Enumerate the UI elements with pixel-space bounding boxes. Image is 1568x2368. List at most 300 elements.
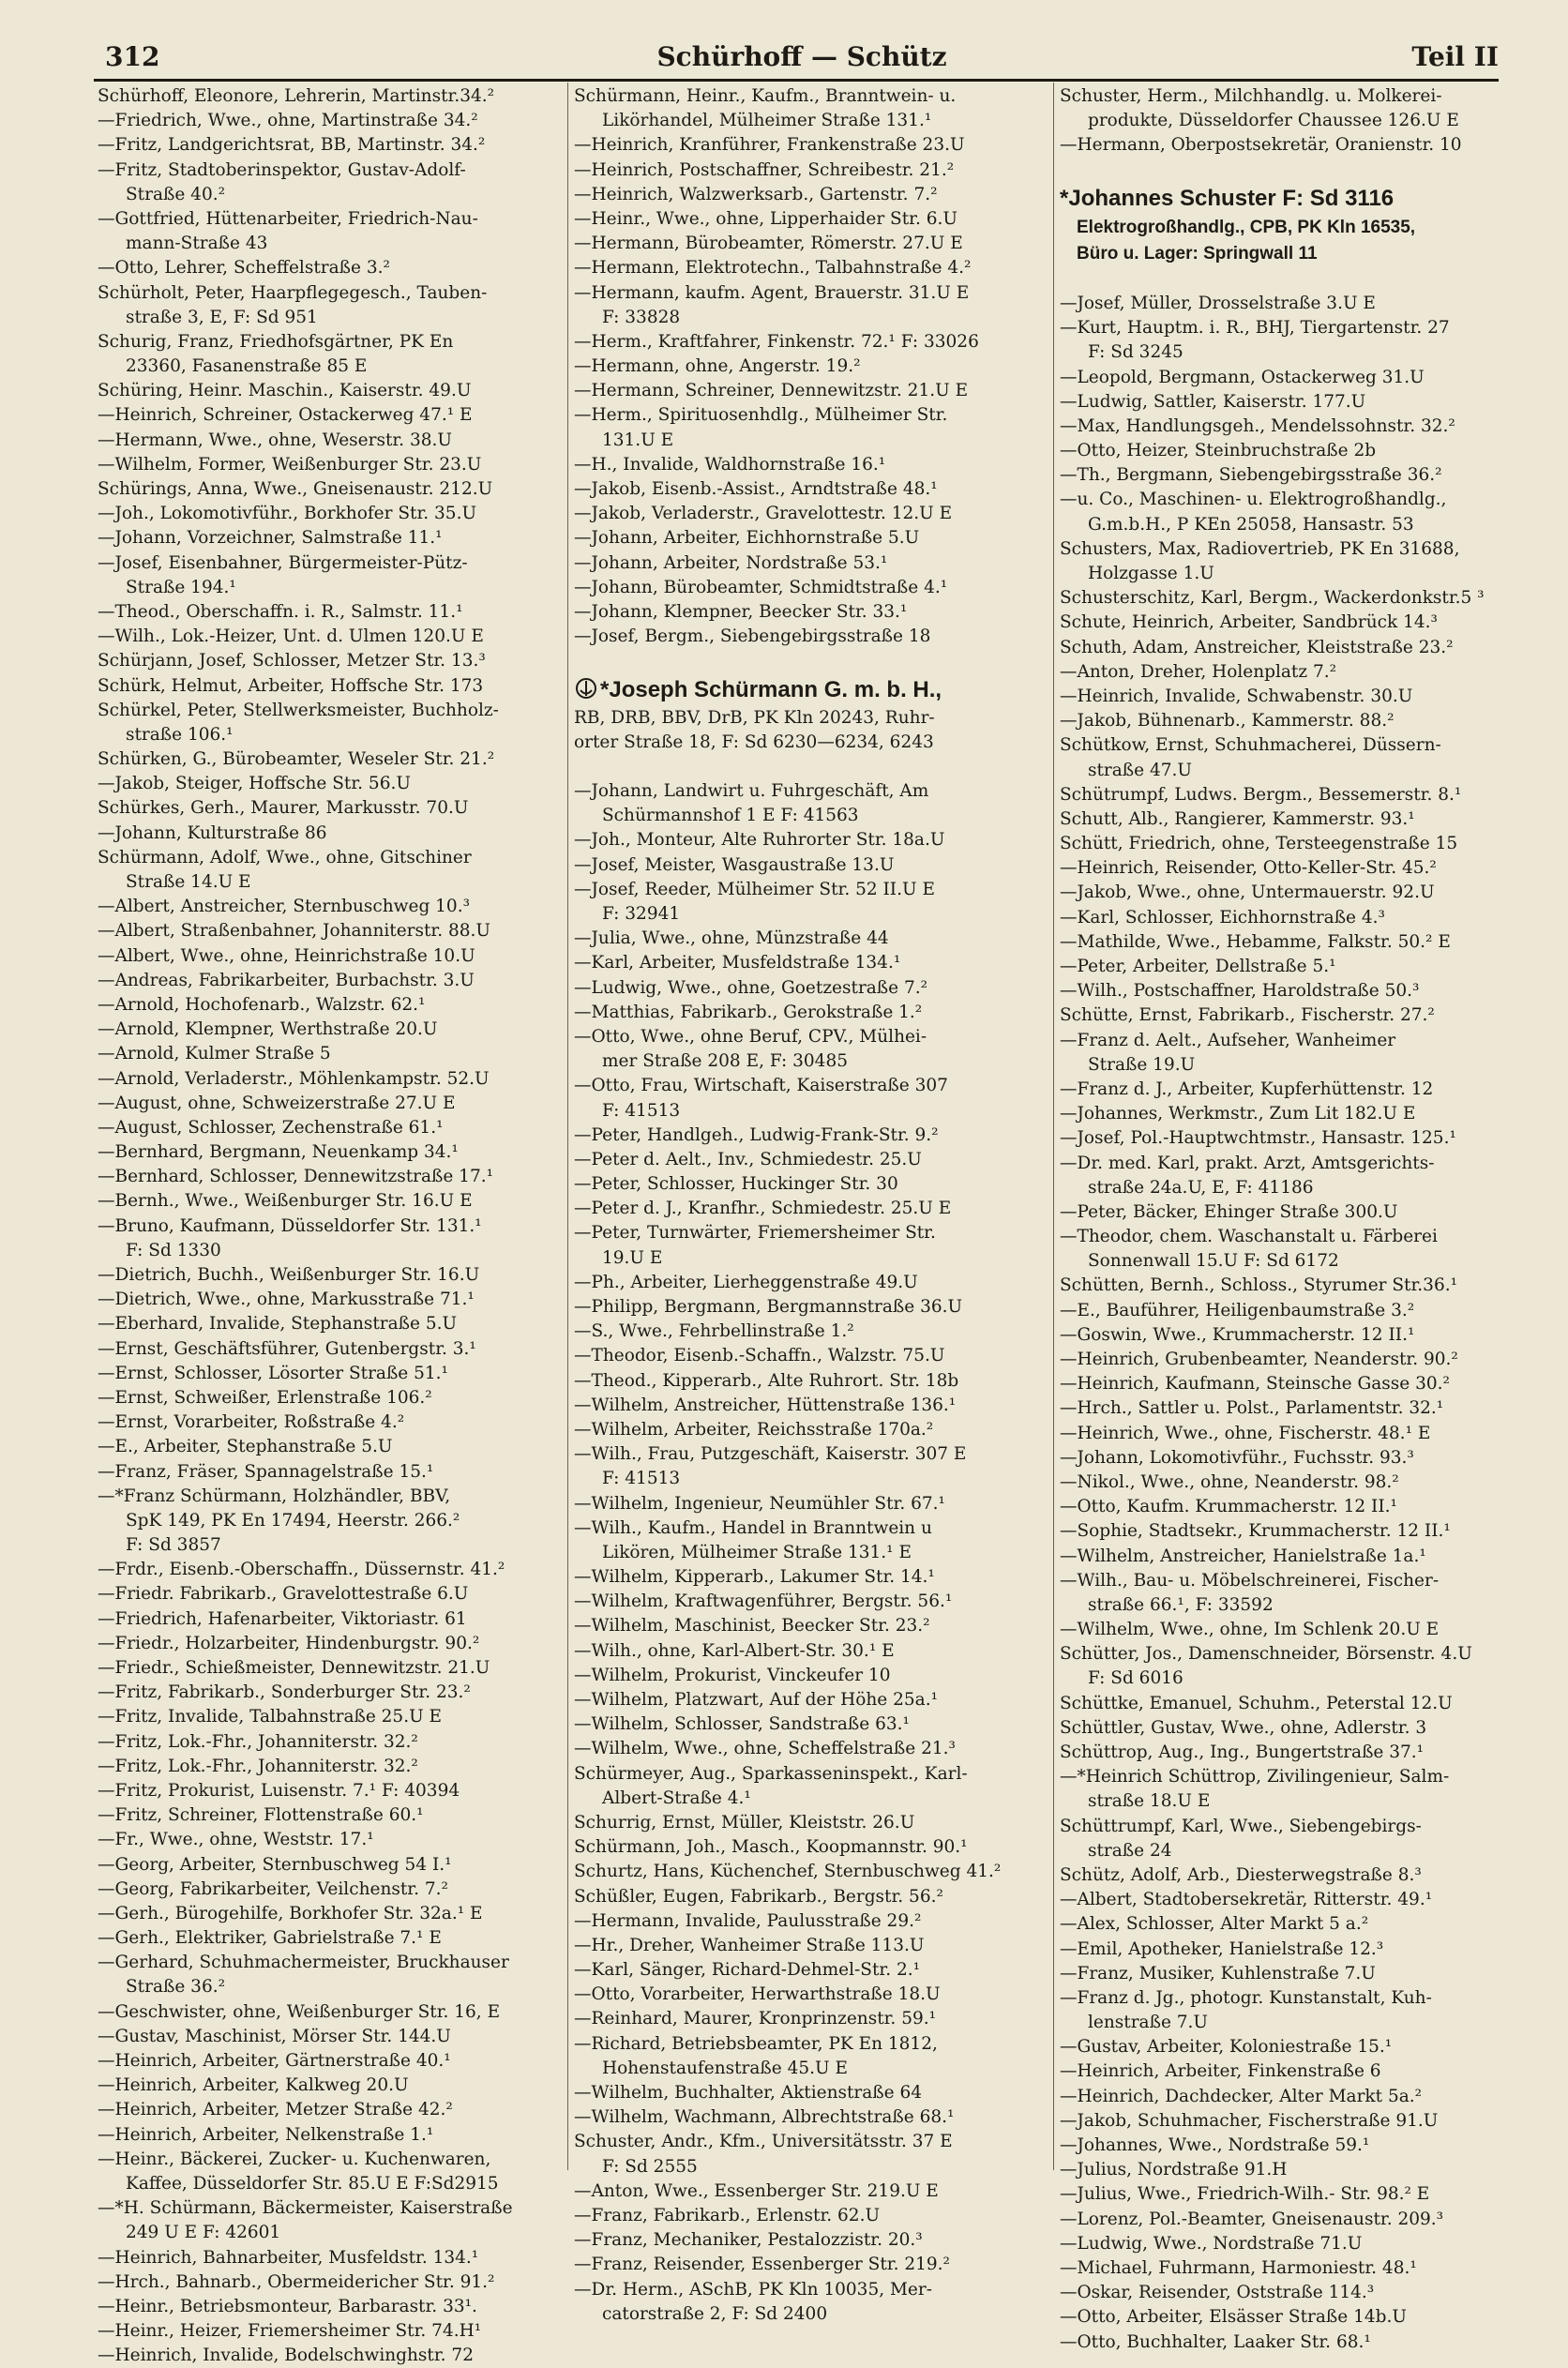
entry-text: —Heinrich, Arbeiter, Finkenstraße 6	[1060, 2061, 1381, 2082]
directory-entry	[1060, 439, 1529, 463]
directory-entry	[574, 1787, 1043, 1811]
entry-text: —Dietrich, Buchh., Weißenburger Str. 16.U	[98, 1265, 480, 1285]
entry-text: —Richard, Betriebsbeamter, PK En 1812,	[574, 2033, 938, 2054]
page-header	[105, 38, 1499, 79]
entry-text: Schürmann, Joh., Masch., Koopmannstr. 90.¹	[574, 1837, 968, 1858]
entry-text: —Wilhelm, Wwe., ohne, Im Schlenk 20.U E	[1060, 1620, 1440, 1640]
directory-entry	[1060, 906, 1529, 930]
entry-text: —Geschwister, ohne, Weißenburger Str. 16, E	[98, 2001, 501, 2022]
entry-text: Schürken, G., Bürobeamter, Weseler Str. 21.²	[98, 749, 495, 770]
directory-entry	[98, 1607, 566, 1632]
entry-text: Straße 194.¹	[126, 577, 236, 597]
directory-entry	[574, 477, 1043, 502]
directory-entry	[574, 1369, 1043, 1394]
entry-text: —Wilhelm, Anstreicher, Hüttenstraße 136.¹	[574, 1395, 957, 1415]
directory-entry	[574, 429, 1043, 453]
directory-entry	[98, 747, 566, 772]
entry-text: Elektrogroßhandlg., CPB, PK Kln 16535,	[1077, 217, 1416, 237]
directory-entry	[98, 1410, 566, 1435]
directory-entry	[1060, 1053, 1529, 1078]
column-divider	[567, 83, 568, 2170]
directory-entry	[98, 1705, 566, 1729]
directory-entry	[1060, 2232, 1529, 2256]
directory-entry	[574, 354, 1043, 379]
entry-text: —Gottfried, Hüttenarbeiter, Friedrich-Nau-	[98, 208, 478, 229]
directory-entry	[98, 919, 566, 943]
directory-entry	[574, 625, 1043, 649]
entry-text: —Wilhelm, Platzwart, Auf der Höhe 25a.¹	[574, 1690, 938, 1710]
directory-entry	[1060, 1593, 1529, 1618]
entry-text: —Fritz, Schreiner, Flottenstraße 60.¹	[98, 1805, 424, 1826]
entry-text: —Johann, Lokomotivführ., Fuchsstr. 93.³	[1060, 1447, 1414, 1468]
directory-entry	[574, 2179, 1043, 2204]
directory-entry	[98, 600, 566, 625]
directory-entry	[574, 1712, 1043, 1737]
entry-text: —Johannes, Werkmstr., Zum Lit 182.U E	[1060, 1104, 1416, 1124]
directory-entry	[1060, 2134, 1529, 2158]
entry-text: —H., Invalide, Waldhornstraße 16.¹	[574, 454, 886, 475]
directory-entry	[1060, 1274, 1529, 1298]
directory-entry	[574, 1172, 1043, 1197]
directory-entry	[574, 1124, 1043, 1148]
entry-text: Schüttrumpf, Karl, Wwe., Siebengebirgs-	[1060, 1816, 1422, 1836]
directory-entry	[574, 2155, 1043, 2179]
directory-entry	[98, 1803, 566, 1828]
entry-text: Schürings, Anna, Wwe., Gneisenaustr. 212.U	[98, 479, 493, 499]
entry-text: —Johann, Bürobeamter, Schmidtstraße 4.¹	[574, 577, 948, 597]
entry-text: orter Straße 18, F: Sd 6230—6234, 6243	[574, 732, 934, 752]
directory-entry	[574, 551, 1043, 576]
directory-entry	[1060, 463, 1529, 488]
entry-text: —Leopold, Bergmann, Ostackerweg 31.U	[1060, 367, 1425, 387]
directory-entry	[98, 551, 566, 576]
entry-text: Schuth, Adam, Anstreicher, Kleiststraße 23.²	[1060, 637, 1454, 657]
entry-text: Straße 19.U	[1088, 1054, 1196, 1075]
header-rule	[94, 79, 1499, 82]
directory-entry	[574, 1221, 1043, 1245]
directory-entry	[574, 706, 1043, 731]
directory-entry	[98, 2123, 566, 2148]
directory-entry	[1060, 930, 1529, 955]
entry-text: F: Sd 3857	[126, 1535, 221, 1556]
directory-entry	[574, 1885, 1043, 1909]
entry-text: Schürhoff, Eleonore, Lehrerin, Martinstr.34.²	[98, 86, 495, 106]
entry-text: —Hermann, Schreiner, Dennewitzstr. 21.U E	[574, 381, 969, 401]
directory-entry	[574, 976, 1043, 1001]
directory-entry	[98, 330, 566, 354]
directory-entry	[98, 944, 566, 969]
directory-entry	[574, 158, 1043, 183]
entry-text: —Heinrich, Dachdecker, Alter Markt 5a.²	[1060, 2086, 1423, 2106]
directory-entry	[98, 1485, 566, 1509]
entry-text: Kaffee, Düsseldorfer Str. 85.U E F:Sd2915	[126, 2173, 499, 2194]
entry-text: F: 32941	[602, 904, 681, 924]
directory-entry	[574, 1614, 1043, 1638]
directory-entry	[574, 1320, 1043, 1344]
directory-entry	[574, 2302, 1043, 2327]
directory-entry	[1060, 733, 1529, 758]
directory-entry	[98, 1878, 566, 1902]
directory-entry	[574, 1295, 1043, 1320]
entry-text: —Heinr., Betriebsmonteur, Barbarastr. 33¹.	[98, 2296, 477, 2316]
entry-text: —Heinrich, Invalide, Schwabenstr. 30.U	[1060, 686, 1413, 706]
directory-entry	[98, 1730, 566, 1755]
entry-text: —E., Arbeiter, Stephanstraße 5.U	[98, 1437, 393, 1457]
directory-entry	[574, 878, 1043, 902]
column-2	[574, 84, 1043, 2324]
directory-entry	[1060, 1249, 1529, 1274]
entry-text: —Otto, Wwe., ohne Beruf, CPV., Mülhei-	[574, 1026, 927, 1047]
entry-text: —E., Bauführer, Heiligenbaumstraße 3.²	[1060, 1300, 1415, 1320]
directory-entry	[574, 927, 1043, 951]
directory-entry	[98, 1632, 566, 1656]
entry-text: Schürmann, Heinr., Kaufm., Branntwein- u.	[574, 86, 957, 106]
entry-text: 249 U E F: 42601	[126, 2223, 281, 2243]
directory-entry	[1060, 1519, 1529, 1544]
entry-text: Schüttler, Gustav, Wwe., ohne, Adlerstr. 3	[1060, 1717, 1427, 1738]
entry-text: —Wilhelm, Kipperarb., Lakumer Str. 14.¹	[574, 1567, 935, 1588]
entry-text: —Heinrich, Arbeiter, Metzer Straße 42.²	[98, 2100, 453, 2120]
directory-entry	[1060, 1446, 1529, 1471]
directory-entry	[1060, 2059, 1529, 2084]
entry-text: —Herm., Kraftfahrer, Finkenstr. 72.¹ F: 33026	[574, 331, 979, 352]
entry-text: straße 18.U E	[1088, 1791, 1211, 1812]
entry-text: —Peter, Schlosser, Huckinger Str. 30	[574, 1174, 898, 1195]
directory-entry	[1060, 84, 1529, 109]
directory-entry	[574, 2105, 1043, 2130]
entry-text: —Jakob, Bühnenarb., Kammerstr. 88.²	[1060, 711, 1395, 732]
entry-text: —Julius, Wwe., Friedrich-Wilh.- Str. 98.² E	[1060, 2184, 1430, 2205]
entry-text: catorstraße 2, F: Sd 2400	[602, 2303, 828, 2324]
entry-text: —Dietrich, Wwe., ohne, Markusstraße 71.¹	[98, 1290, 475, 1310]
entry-text: —Ludwig, Wwe., ohne, Goetzestraße 7.²	[574, 977, 928, 998]
directory-entry	[1060, 2035, 1529, 2059]
entry-text: —Gustav, Arbeiter, Koloniestraße 15.¹	[1060, 2037, 1393, 2058]
entry-text: —Friedr. Fabrikarb., Gravelottestraße 6.U	[98, 1584, 469, 1605]
directory-entry	[98, 870, 566, 895]
entry-text: —Emil, Apotheker, Hanielstraße 12.³	[1060, 1938, 1384, 1959]
entry-text: —Otto, Heizer, Steinbruchstraße 2b	[1060, 441, 1377, 461]
entry-text: F: 41513	[602, 1469, 681, 1489]
entry-text: —Heinrich, Arbeiter, Nelkenstraße 1.¹	[98, 2124, 434, 2145]
directory-entry	[574, 526, 1043, 551]
entry-text: —Hermann, Invalide, Paulusstraße 29.²	[574, 1910, 922, 1931]
directory-entry	[1060, 1495, 1529, 1519]
entry-text: —Wilhelm, Ingenieur, Neumühler Str. 67.¹	[574, 1493, 945, 1514]
directory-entry	[1060, 1912, 1529, 1937]
directory-entry	[98, 1140, 566, 1165]
directory-entry	[574, 2057, 1043, 2081]
entry-text: —Matthias, Fabrikarb., Gerokstraße 1.²	[574, 1002, 923, 1022]
entry-text: —Dr. med. Karl, prakt. Arzt, Amtsgerichts-	[1060, 1153, 1435, 1173]
directory-entry	[98, 1288, 566, 1312]
entry-text: F: Sd 6016	[1088, 1668, 1184, 1689]
directory-entry	[98, 133, 566, 158]
entry-text: straße 47.U	[1088, 760, 1192, 780]
entry-text: —Karl, Sänger, Richard-Dehmel-Str. 2.¹	[574, 1960, 921, 1981]
directory-entry	[1060, 2305, 1529, 2330]
directory-entry	[98, 772, 566, 796]
directory-entry	[1060, 390, 1529, 415]
directory-entry	[1060, 1815, 1529, 1839]
directory-entry	[574, 403, 1043, 428]
column-divider	[1053, 83, 1054, 2170]
directory-entry	[98, 256, 566, 280]
directory-entry	[574, 1958, 1043, 1983]
directory-entry	[574, 2228, 1043, 2253]
directory-entry	[98, 2196, 566, 2221]
entry-text: —Jakob, Steiger, Hoffsche Str. 56.U	[98, 774, 411, 794]
entry-text: —Nikol., Wwe., ohne, Neanderstr. 98.²	[1060, 1471, 1399, 1492]
entry-text: —Heinr., Wwe., ohne, Lipperhaider Str. 6.U	[574, 208, 957, 229]
directory-entry	[98, 502, 566, 526]
entry-text: —Johann, Vorzeichner, Salmstraße 11.¹	[98, 528, 443, 549]
directory-entry	[1060, 133, 1529, 158]
entry-text: —Andreas, Fabrikarbeiter, Burbachstr. 3.U	[98, 970, 475, 990]
directory-entry	[1060, 1126, 1529, 1151]
directory-entry	[98, 1116, 566, 1140]
entry-text: —Ludwig, Sattler, Kaiserstr. 177.U	[1060, 391, 1366, 412]
directory-entry	[98, 895, 566, 919]
directory-entry	[1060, 2085, 1529, 2109]
entry-text: —Julia, Wwe., ohne, Münzstraße 44	[574, 928, 889, 949]
directory-entry	[574, 1246, 1043, 1271]
entry-text: —Otto, Kaufm. Krummacherstr. 12 II.¹	[1060, 1497, 1397, 1517]
entry-text: —Hermann, kaufm. Agent, Brauerstr. 31.U E	[574, 282, 970, 303]
directory-entry	[98, 1263, 566, 1288]
directory-entry	[98, 1828, 566, 1852]
entry-text: —Johann, Kulturstraße 86	[98, 822, 327, 843]
entry-text: —Wilh., Lok.-Heizer, Unt. d. Ulmen 120.U E	[98, 626, 484, 647]
directory-entry	[1060, 2109, 1529, 2134]
directory-entry	[1060, 660, 1529, 685]
directory-entry	[1060, 1765, 1529, 1789]
directory-entry	[574, 1516, 1043, 1541]
entry-text: Büro u. Lager: Springwall 11	[1077, 243, 1318, 264]
entry-text: —Albert, Wwe., ohne, Heinrichstraße 10.U	[98, 945, 475, 966]
entry-text: Schuster, Andr., Kfm., Universitätsstr. 37 E	[574, 2132, 953, 2152]
entry-text: —Gerh., Elektriker, Gabrielstraße 7.¹ E	[98, 1928, 442, 1949]
directory-entry	[98, 796, 566, 821]
directory-entry	[98, 723, 566, 747]
directory-entry	[98, 1681, 566, 1705]
entry-text: —Michael, Fuhrmann, Harmoniestr. 48.¹	[1060, 2257, 1417, 2278]
entry-text: —Arnold, Kulmer Straße 5	[98, 1044, 331, 1064]
directory-entry	[1060, 1348, 1529, 1372]
entry-text: —Ernst, Vorarbeiter, Roßstraße 4.²	[98, 1412, 405, 1433]
entry-text: Schütter, Jos., Damenschneider, Börsenstr. 4.U	[1060, 1644, 1472, 1665]
entry-text: —Lorenz, Pol.-Beamter, Gneisenaustr. 209.³	[1060, 2209, 1444, 2229]
entry-text: —Wilh., Bau- u. Möbelschreinerei, Fischer-	[1060, 1570, 1440, 1591]
entry-text: Schütten, Bernh., Schloss., Styrumer Str.36.¹	[1060, 1275, 1458, 1296]
directory-entry	[574, 1934, 1043, 1958]
directory-entry	[1060, 488, 1529, 512]
entry-text: G.m.b.H., P KEn 25058, Hansastr. 53	[1088, 514, 1414, 535]
entry-text: F: Sd 2555	[602, 2156, 698, 2177]
directory-entry	[574, 1467, 1043, 1491]
entry-text: —Anton, Dreher, Holenplatz 7.²	[1060, 661, 1337, 682]
running-title: Schürhoff — Schütz	[656, 41, 947, 72]
entry-text: —Fritz, Fabrikarb., Sonderburger Str. 23.²	[98, 1682, 471, 1703]
directory-entry	[1060, 1839, 1529, 1863]
column-1	[98, 84, 566, 2366]
directory-entry	[98, 1853, 566, 1878]
entry-text: Straße 36.²	[126, 1977, 226, 1998]
entry-text: —Wilh., ohne, Karl-Albert-Str. 30.¹ E	[574, 1640, 895, 1661]
directory-entry	[574, 1664, 1043, 1688]
entry-text: —Franz, Mechaniker, Pestalozzistr. 20.³	[574, 2230, 923, 2251]
directory-entry	[574, 1541, 1043, 1565]
directory-entry	[98, 1239, 566, 1263]
entry-text: —Eberhard, Invalide, Stephanstraße 5.U	[98, 1314, 458, 1335]
entry-text: —Wilhelm, Wwe., ohne, Scheffelstraße 21.³	[574, 1739, 956, 1759]
entry-text: —Karl, Schlosser, Eichhornstraße 4.³	[1060, 907, 1385, 928]
directory-entry	[574, 2081, 1043, 2105]
directory-entry	[98, 2074, 566, 2098]
entry-text: —Heinrich, Schreiner, Ostackerweg 47.¹ E	[98, 405, 473, 426]
directory-entry	[98, 281, 566, 306]
directory-entry	[98, 2344, 566, 2368]
directory-entry	[1060, 316, 1529, 340]
directory-entry	[574, 731, 1043, 755]
directory-entry	[98, 1755, 566, 1779]
entry-text: —Franz, Reisender, Essenberger Str. 219.²	[574, 2255, 950, 2275]
entry-text: —Th., Bergmann, Siebengebirgsstraße 36.²	[1060, 465, 1442, 486]
entry-text: —Arnold, Hochofenarb., Walzstr. 62.¹	[98, 994, 426, 1015]
directory-entry	[98, 1067, 566, 1092]
page-number: 312	[105, 41, 160, 72]
entry-text: Schüttke, Emanuel, Schuhm., Peterstal 12.U	[1060, 1693, 1453, 1713]
entry-text: Likören, Mülheimer Straße 131.¹ E	[602, 1542, 912, 1562]
entry-text: —Heinrich, Arbeiter, Kalkweg 20.U	[98, 2075, 409, 2096]
directory-entry	[1060, 979, 1529, 1003]
directory-entry	[574, 1737, 1043, 1761]
directory-entry	[1060, 955, 1529, 979]
entry-text: —Wilhelm, Former, Weißenburger Str. 23.U	[98, 454, 482, 475]
entry-text: Schusterschitz, Karl, Bergm., Wackerdonkstr.5 ³	[1060, 588, 1485, 609]
directory-entry	[98, 1582, 566, 1606]
directory-entry	[1060, 513, 1529, 537]
entry-text: —Philipp, Bergmann, Bergmannstraße 36.U	[574, 1297, 963, 1317]
entry-text: —*Heinrich Schüttrop, Zivilingenieur, Salm-	[1060, 1767, 1450, 1787]
directory-entry	[98, 158, 566, 183]
directory-entry	[574, 281, 1043, 306]
entry-text: —Johann, Arbeiter, Eichhornstraße 5.U	[574, 528, 920, 549]
directory-entry	[98, 306, 566, 330]
entry-text: —Hrch., Sattler u. Polst., Parlamentstr. 32.¹	[1060, 1398, 1444, 1419]
entry-text: —Anton, Wwe., Essenberger Str. 219.U E	[574, 2180, 939, 2201]
directory-entry	[98, 2049, 566, 2074]
entry-text: —Peter, Turnwärter, Friemersheimer Str.	[574, 1223, 936, 1244]
directory-entry	[1060, 1986, 1529, 2011]
directory-entry	[1060, 1716, 1529, 1741]
entry-text: 19.U E	[602, 1247, 663, 1268]
directory-entry	[98, 1926, 566, 1951]
entry-text: Straße 40.²	[126, 184, 226, 204]
entry-text: —Albert, Straßenbahner, Johanniterstr. 88.U	[98, 921, 491, 942]
entry-text: straße 3, E, F: Sd 951	[126, 307, 318, 327]
entry-text: 131.U E	[602, 430, 674, 450]
directory-entry	[98, 2270, 566, 2295]
directory-entry	[574, 2032, 1043, 2057]
entry-text: —Albert, Stadtobersekretär, Ritterstr. 49.¹	[1060, 1890, 1433, 1910]
entry-text: —Fr., Wwe., ohne, Weststr. 17.¹	[98, 1830, 374, 1850]
directory-entry	[1060, 1545, 1529, 1569]
entry-text: Schurrig, Ernst, Müller, Kleiststr. 26.U	[574, 1812, 915, 1833]
directory-entry	[574, 1835, 1043, 1860]
entry-text: —Friedr., Schießmeister, Dennewitzstr. 21.U	[98, 1658, 490, 1678]
directory-entry	[1060, 881, 1529, 905]
directory-entry	[1060, 109, 1529, 133]
directory-entry	[574, 306, 1043, 330]
entry-text: —Hermann, Bürobeamter, Römerstr. 27.U E	[574, 234, 963, 254]
entry-text: —Frdr., Eisenb.-Oberschaffn., Düssernstr. 41.²	[98, 1560, 505, 1580]
entry-text: —Ludwig, Wwe., Nordstraße 71.U	[1060, 2233, 1363, 2254]
directory-entry	[1060, 1667, 1529, 1691]
directory-entry	[98, 1951, 566, 1975]
entry-text: —Heinrich, Postschaffner, Schreibestr. 21.²	[574, 159, 955, 180]
advertisement-line	[1060, 215, 1529, 241]
entry-text: —Ernst, Schweißer, Erlenstraße 106.²	[98, 1387, 432, 1408]
entry-text: —Wilh., Frau, Putzgeschäft, Kaiserstr. 307 E	[574, 1444, 967, 1465]
directory-entry	[574, 256, 1043, 280]
directory-entry	[98, 1558, 566, 1582]
entry-text: —Wilh., Postschaffner, Haroldstraße 50.³	[1060, 981, 1420, 1002]
entry-text: —Kurt, Hauptm. i. R., BHJ, Tiergartenstr. 27	[1060, 318, 1450, 339]
entry-text: —Theodor, Eisenb.-Schaffn., Walzstr. 75.U	[574, 1346, 945, 1366]
directory-entry	[1060, 1176, 1529, 1200]
directory-entry	[574, 379, 1043, 403]
directory-entry	[98, 1975, 566, 1999]
entry-text: —Hermann, Elektrotechn., Talbahnstraße 4.²	[574, 258, 972, 279]
directory-entry	[1060, 1152, 1529, 1176]
directory-entry	[98, 354, 566, 379]
entry-text: Sonnenwall 15.U F: Sd 6172	[1088, 1251, 1339, 1272]
entry-text: Schütt, Friedrich, ohne, Tersteegenstraße 15	[1060, 834, 1458, 854]
directory-entry	[1060, 415, 1529, 439]
directory-entry	[574, 1909, 1043, 1934]
entry-text: —Jakob, Verladerstr., Gravelottestr. 12.U E	[574, 504, 953, 524]
entry-text: —Franz, Fräser, Spannagelstraße 15.¹	[98, 1461, 434, 1482]
entry-text: Schütz, Adolf, Arb., Diesterwegstraße 8.³	[1060, 1864, 1422, 1885]
directory-entry	[1060, 1225, 1529, 1249]
entry-text: Schürmann, Adolf, Wwe., ohne, Gitschiner	[98, 847, 472, 867]
directory-entry	[1060, 1888, 1529, 1912]
entry-text: —Peter d. J., Kranfhr., Schmiedestr. 25.U E	[574, 1199, 952, 1219]
entry-text: —Heinrich, Reisender, Otto-Keller-Str. 45.²	[1060, 858, 1437, 879]
entry-text: —Hermann, Wwe., ohne, Weserstr. 38.U	[98, 430, 452, 450]
directory-entry	[574, 1418, 1043, 1442]
entry-text: —Heinrich, Grubenbeamter, Neanderstr. 90.²	[1060, 1350, 1458, 1369]
entry-text: —Albert, Anstreicher, Sternbuschweg 10.³	[98, 897, 471, 917]
directory-entry	[574, 2253, 1043, 2277]
directory-entry	[1060, 1741, 1529, 1765]
entry-text: straße 24	[1088, 1840, 1172, 1861]
entry-text: —Josef, Reeder, Mülheimer Str. 52 II.U E	[574, 879, 935, 899]
entry-text: —Fritz, Prokurist, Luisenstr. 7.¹ F: 40394	[98, 1780, 460, 1801]
entry-text: straße 106.¹	[126, 724, 234, 745]
entry-text: —Jakob, Schuhmacher, Fischerstraße 91.U	[1060, 2110, 1439, 2131]
directory-entry	[98, 379, 566, 403]
entry-text: —Fritz, Stadtoberinspektor, Gustav-Adolf-	[98, 159, 466, 180]
directory-entry	[98, 1362, 566, 1386]
directory-entry	[574, 2278, 1043, 2302]
entry-text: —Wilhelm, Arbeiter, Reichsstraße 170a.²	[574, 1419, 934, 1440]
entry-text: —Jakob, Eisenb.-Assist., Arndtstraße 48.¹	[574, 479, 938, 499]
entry-text: —Hr., Dreher, Wanheimer Straße 113.U	[574, 1935, 925, 1955]
directory-entry	[1060, 1003, 1529, 1028]
entry-text: —Sophie, Stadtsekr., Krummacherstr. 12 II.¹	[1060, 1521, 1451, 1542]
